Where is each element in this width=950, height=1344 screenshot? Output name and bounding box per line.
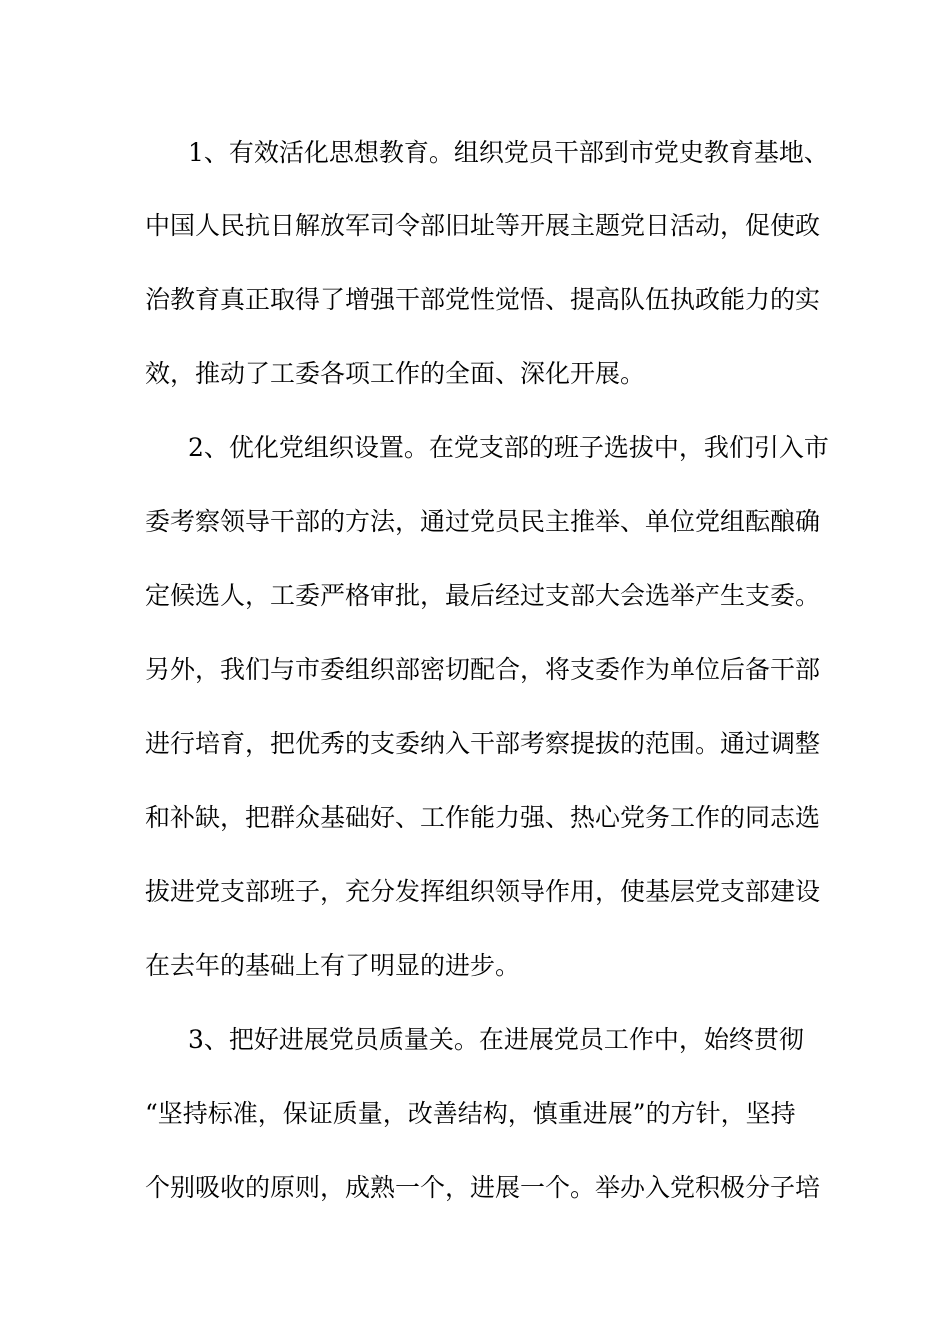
text-line: 进行培育，把优秀的支委纳入干部考察提拔的范围。通过调整 [145,729,821,758]
text-line: 1、有效活化思想教育。组织党员干部到市党史教育基地、 [188,138,829,167]
text-line: 个别吸收的原则，成熟一个，进展一个。举办入党积极分子培 [145,1173,821,1202]
text-line: 另外，我们与市委组织部密切配合，将支委作为单位后备干部 [145,655,821,684]
text-line: 和补缺，把群众基础好、工作能力强、热心党务工作的同志选 [145,803,821,832]
text-line: 中国人民抗日解放军司令部旧址等开展主题党日活动，促使政 [145,211,821,240]
text-line: 在去年的基础上有了明显的进步。 [145,951,521,980]
text-line: 委考察领导干部的方法，通过党员民主推举、单位党组酝酿确 [145,507,821,536]
text-line: 拔进党支部班子，充分发挥组织领导作用，使基层党支部建设 [145,877,821,906]
text-line: 效，推动了工委各项工作的全面、深化开展。 [145,359,646,388]
text-line: “坚持标准，保证质量，改善结构，慎重进展”的方针，坚持 [145,1099,796,1128]
text-line: 3、把好进展党员质量关。在进展党员工作中，始终贯彻 [188,1025,804,1054]
text-line: 治教育真正取得了增强干部党性觉悟、提高队伍执政能力的实 [145,285,821,314]
text-line: 定候选人，工委严格审批，最后经过支部大会选举产生支委。 [145,581,821,610]
text-line: 2、优化党组织设置。在党支部的班子选拔中，我们引入市 [188,433,829,462]
